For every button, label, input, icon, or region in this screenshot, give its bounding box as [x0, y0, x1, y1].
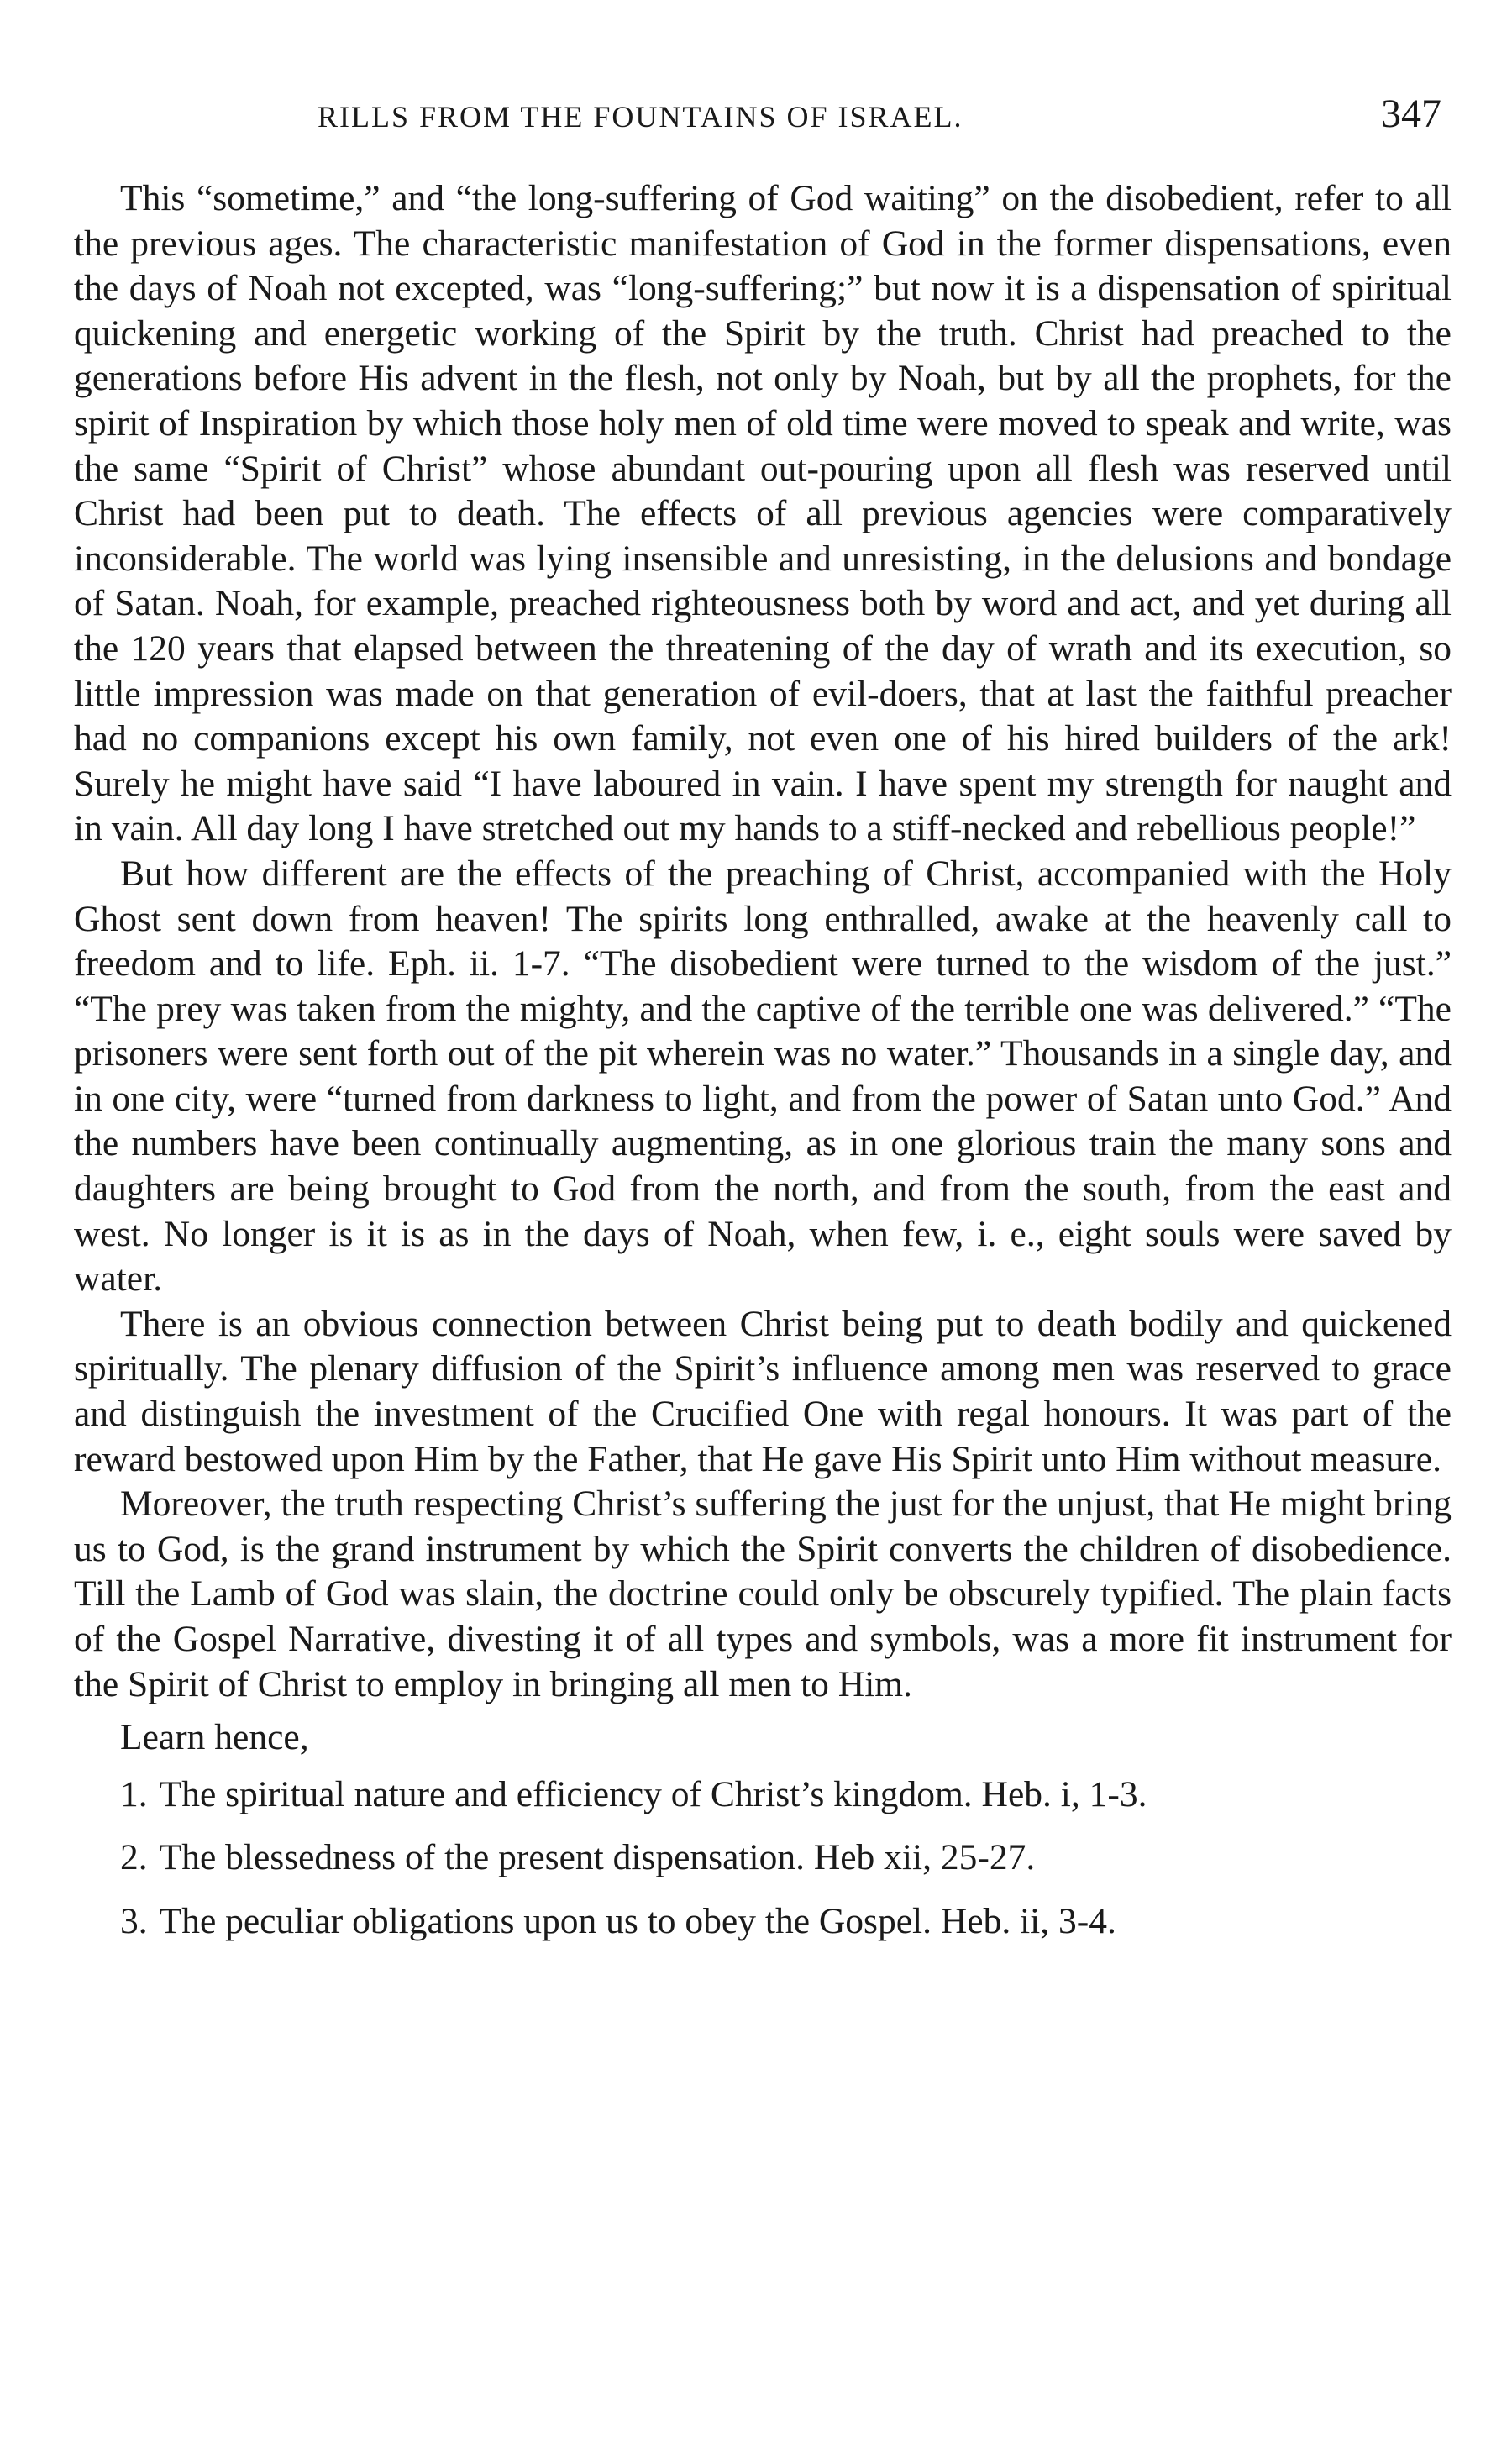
list-item-text: The peculiar obligations upon us to obey the Gospel. Heb. ii, 3-4. [159, 1900, 1116, 1941]
page-number: 347 [1381, 92, 1441, 136]
list-item-number: 1. [120, 1773, 148, 1814]
paragraph-obvious-connection: There is an obvious connection between Christ being put to death bodily and quickened spiritually. The plenary diffusion of the Spirit’s influence among men was reserved to grace and distinguish the investment of the Crucified One with regal honours. It was part of the reward bestowed upon Him by the Father, that He gave His Spirit unto Him without measure. [74, 1303, 1452, 1479]
paragraph-sometime: This “sometime,” and “the long-suffering of God waiting” on the disobedient, refer to all the previous ages. The characteristic manifestation of God in the former dispensations, even the days of Noah not excepted, was “long-suffering;” but now it is a dispensation of spiritual quickening and energetic working of the Spirit by the truth. Christ had preached to the generations before His advent in the flesh, not only by Noah, but by all the prophets, for the spirit of Inspiration by which those holy men of old time were moved to speak and write, was the same “Spirit of Christ” whose abundant out-pouring upon all flesh was reserved until Christ had been put to death. The effects of all previous agencies were comparatively inconsiderable. The world was lying insensible and unresisting, in the delusions and bondage of Satan. Noah, for example, preached righteousness both by word and act, and yet during all the 120 years that elapsed between the threatening of the day of wrath and its execution, so little impression was made on that generation of evil-doers, that at last the faithful preacher had no companions except his own family, not even one of his hired builders of the ark! Surely he might have said “I have laboured in vain. I have spent my strength for naught and in vain. All day long I have stretched out my hands to a stiff-necked and rebellious people!” [74, 178, 1452, 849]
running-title: RILLS FROM THE FOUNTAINS OF ISRAEL. [318, 100, 963, 134]
lessons-list [74, 1772, 1452, 1945]
running-head [74, 91, 1452, 141]
list-item [74, 1899, 1452, 1945]
list-item [74, 1835, 1452, 1881]
paragraph-moreover: Moreover, the truth respecting Christ’s suffering the just for the unjust, that He might bring us to God, is the grand instrument by which the Spirit converts the children of disobedience. Till the Lamb of God was slain, the doctrine could only be obscurely typified. The plain facts of the Gospel Narrative, divesting it of all types and symbols, was a more fit instrument for the Spirit of Christ to employ in bringing all men to Him. [74, 1484, 1452, 1704]
list-item-text: The spiritual nature and efficiency of Christ’s kingdom. Heb. i, 1-3. [159, 1773, 1147, 1814]
body-text [74, 176, 1452, 1963]
list-item-number: 3. [120, 1900, 148, 1941]
list-item [74, 1772, 1452, 1818]
list-item-text: The blessedness of the present dispensation. Heb xii, 25-27. [159, 1837, 1036, 1878]
list-item-number: 2. [120, 1837, 148, 1878]
book-page [74, 0, 1452, 2442]
paragraph-preaching-of-christ: But how different are the effects of the preaching of Christ, accompanied with the Holy Ghost sent down from heaven! The spirits long enthralled, awake at the heavenly call to freedom and to life. Eph. ii. 1-7. “The disobedient were turned to the wisdom of the just.” “The prey was taken from the mighty, and the captive of the terrible one was delivered.” “The prisoners were sent forth out of the pit wherein was no water.” Thousands in a single day, and in one city, were “turned from darkness to light, and from the power of Satan unto God.” And the numbers have been continually augmenting, as in one glorious train the many sons and daughters are being brought to God from the north, and from the south, from the east and west. No longer is it is as in the days of Noah, when few, i. e., eight souls were saved by water. [74, 853, 1452, 1300]
learn-hence: Learn hence, [120, 1717, 309, 1758]
